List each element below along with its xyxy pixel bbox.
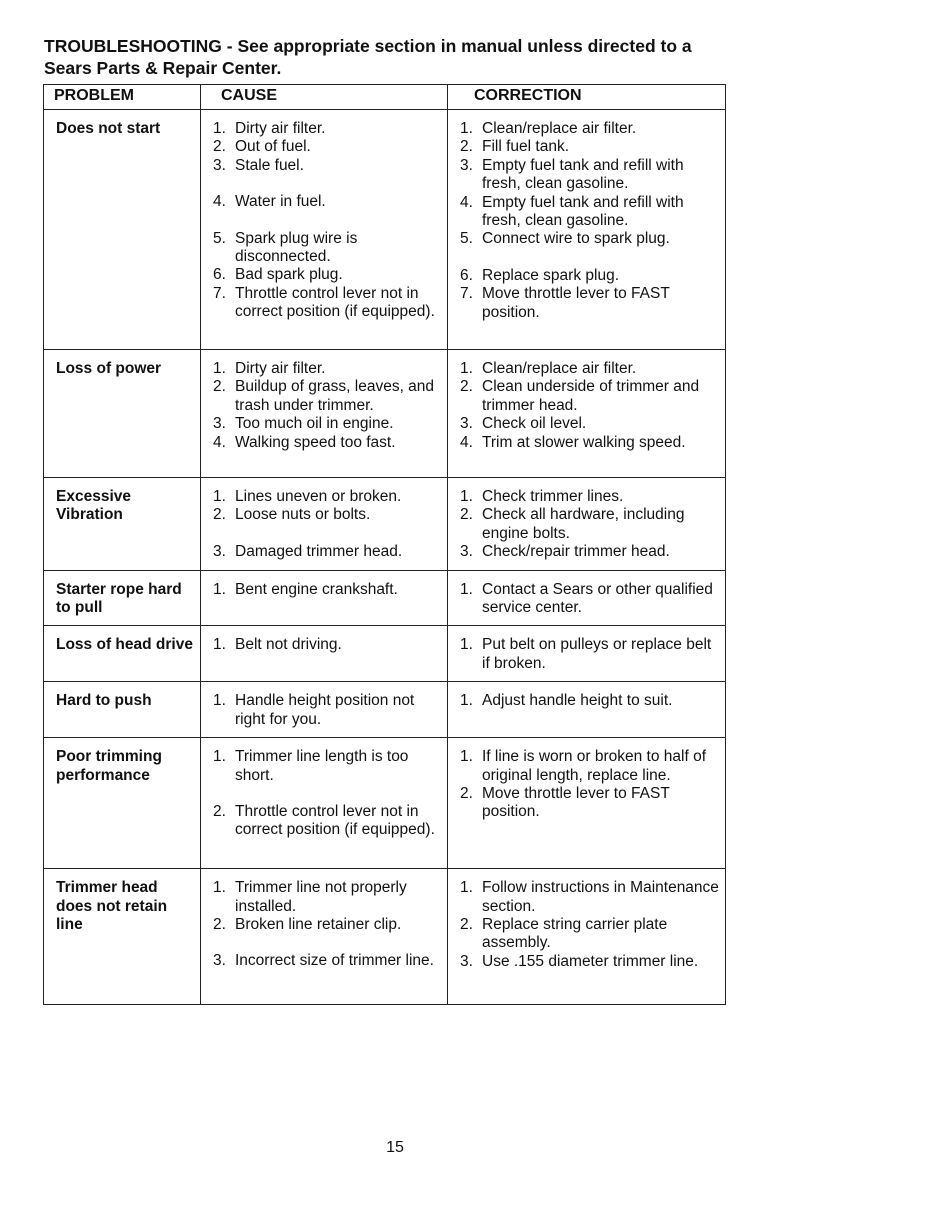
cause-item-number: 2. xyxy=(213,916,226,934)
correction-item-text: Move throttle lever to FAST position. xyxy=(482,785,670,821)
cause-item-text: Broken line retainer clip. xyxy=(235,916,402,934)
correction-item-number: 2. xyxy=(460,916,473,934)
correction-item-number: 1. xyxy=(460,488,473,505)
cause-item-text: Dirty air filter. xyxy=(235,360,326,377)
cause-list-item xyxy=(213,378,443,415)
cause-list-item xyxy=(213,266,443,284)
correction-item-number: 7. xyxy=(460,285,473,303)
list-spacer xyxy=(213,785,443,803)
correction-item-number: 2. xyxy=(460,378,473,396)
correction-list-item xyxy=(460,581,721,618)
correction-item-text: Check/repair trimmer head. xyxy=(482,543,670,561)
correction-list-item xyxy=(460,157,721,194)
cause-list xyxy=(213,748,443,840)
cause-list xyxy=(213,120,443,322)
cause-item-number: 3. xyxy=(213,542,226,560)
table-row xyxy=(44,110,726,350)
cause-item-text: Throttle control lever not in correct position (if equipped). xyxy=(235,284,435,321)
correction-item-text: Contact a Sears or other qualified service center. xyxy=(482,580,713,617)
correction-item-number: 4. xyxy=(460,433,473,451)
cause-cell xyxy=(201,110,448,350)
correction-list-item xyxy=(460,506,721,543)
cause-cell xyxy=(201,478,448,571)
correction-item-text: Replace string carrier plate assembly. xyxy=(482,916,668,952)
correction-list-item xyxy=(460,543,721,561)
problem-cell: Starter rope hard to pull xyxy=(44,570,201,626)
cause-item-text: Damaged trimmer head. xyxy=(235,542,403,560)
list-spacer xyxy=(213,525,443,543)
cause-list-item xyxy=(213,434,443,452)
list-spacer xyxy=(213,212,443,230)
correction-cell xyxy=(448,570,726,626)
cause-item-text: Lines uneven or broken. xyxy=(235,488,402,505)
cause-list-item xyxy=(213,916,443,934)
correction-list-item xyxy=(460,879,721,916)
cause-list-item xyxy=(213,506,443,524)
table-row xyxy=(44,570,726,626)
correction-list xyxy=(460,879,721,971)
correction-item-number: 6. xyxy=(460,266,473,284)
correction-item-number: 1. xyxy=(460,360,473,377)
table-row xyxy=(44,626,726,682)
correction-list-item xyxy=(460,267,721,285)
table-row xyxy=(44,682,726,738)
cause-item-text: Dirty air filter. xyxy=(235,120,326,137)
correction-cell xyxy=(448,110,726,350)
correction-item-text: Follow instructions in Maintenance section. xyxy=(482,879,719,915)
cause-item-text: Bent engine crankshaft. xyxy=(235,580,398,598)
cause-item-text: Too much oil in engine. xyxy=(235,415,394,433)
correction-item-number: 1. xyxy=(460,692,473,710)
correction-list-item xyxy=(460,120,721,138)
cause-item-number: 3. xyxy=(213,952,226,970)
cause-list-item xyxy=(213,879,443,916)
list-spacer xyxy=(460,249,721,267)
list-spacer xyxy=(213,934,443,952)
table-row xyxy=(44,478,726,571)
correction-list xyxy=(460,120,721,322)
correction-item-text: If line is worn or broken to half of original length, replace line. xyxy=(482,748,707,784)
cause-item-number: 2. xyxy=(213,803,226,821)
cause-item-number: 3. xyxy=(213,415,226,433)
correction-list xyxy=(460,692,721,710)
table-row xyxy=(44,738,726,869)
cause-list-item xyxy=(213,193,443,211)
correction-item-text: Check trimmer lines. xyxy=(482,488,624,505)
page-number: 15 xyxy=(386,1139,404,1156)
cause-list xyxy=(213,488,443,561)
table-body xyxy=(44,110,726,1005)
correction-item-number: 1. xyxy=(460,580,473,598)
cause-list-item xyxy=(213,120,443,138)
correction-list xyxy=(460,748,721,822)
correction-list-item xyxy=(460,230,721,248)
cause-item-number: 2. xyxy=(213,378,226,396)
cause-list-item xyxy=(213,581,443,599)
cause-list xyxy=(213,692,443,729)
correction-list-item xyxy=(460,692,721,710)
cause-item-number: 1. xyxy=(213,692,226,710)
cause-item-number: 4. xyxy=(213,193,226,211)
correction-item-text: Empty fuel tank and refill with fresh, clean gasoline. xyxy=(482,156,684,193)
troubleshooting-table xyxy=(43,84,726,1005)
cause-list-item xyxy=(213,543,443,561)
problem-cell: Poor trimming performance xyxy=(44,738,201,869)
correction-item-text: Empty fuel tank and refill with fresh, clean gasoline. xyxy=(482,193,684,230)
cause-item-text: Spark plug wire is disconnected. xyxy=(235,229,358,266)
correction-item-number: 5. xyxy=(460,230,473,248)
correction-item-number: 3. xyxy=(460,543,473,561)
correction-item-text: Adjust handle height to suit. xyxy=(482,692,673,710)
cause-item-number: 4. xyxy=(213,433,226,451)
correction-list-item xyxy=(460,138,721,156)
correction-cell xyxy=(448,869,726,1005)
cause-list-item xyxy=(213,803,443,840)
correction-list-item xyxy=(460,488,721,506)
cause-item-number: 2. xyxy=(213,506,226,524)
cause-item-text: Incorrect size of trimmer line. xyxy=(235,952,434,970)
cause-list-item xyxy=(213,415,443,433)
cause-list-item xyxy=(213,636,443,654)
header-problem: PROBLEM xyxy=(44,85,201,110)
correction-list-item xyxy=(460,194,721,231)
correction-item-number: 1. xyxy=(460,748,473,766)
correction-cell xyxy=(448,478,726,571)
table-row xyxy=(44,350,726,478)
cause-item-number: 6. xyxy=(213,266,226,284)
cause-item-number: 3. xyxy=(213,156,226,174)
correction-list-item xyxy=(460,360,721,378)
correction-list-item xyxy=(460,636,721,673)
correction-item-text: Trim at slower walking speed. xyxy=(482,433,686,451)
table-row xyxy=(44,869,726,1005)
correction-item-text: Clean underside of trimmer and trimmer head. xyxy=(482,378,700,414)
cause-item-text: Stale fuel. xyxy=(235,156,304,174)
correction-item-text: Use .155 diameter trimmer line. xyxy=(482,952,699,970)
correction-item-number: 3. xyxy=(460,952,473,970)
correction-item-number: 1. xyxy=(460,120,473,137)
correction-cell xyxy=(448,350,726,478)
cause-item-text: Belt not driving. xyxy=(235,636,342,654)
cause-item-text: Buildup of grass, leaves, and trash under trimmer. xyxy=(235,378,435,414)
correction-list-item xyxy=(460,916,721,953)
correction-list-item xyxy=(460,953,721,971)
correction-list-item xyxy=(460,285,721,322)
cause-item-number: 7. xyxy=(213,284,226,302)
correction-list xyxy=(460,581,721,618)
cause-item-text: Loose nuts or bolts. xyxy=(235,506,371,524)
cause-item-number: 1. xyxy=(213,636,226,654)
correction-item-text: Replace spark plug. xyxy=(482,266,619,284)
cause-item-number: 1. xyxy=(213,120,226,137)
cause-list xyxy=(213,360,443,452)
cause-list-item xyxy=(213,952,443,970)
cause-list xyxy=(213,636,443,654)
cause-item-text: Trimmer line not properly installed. xyxy=(235,879,407,915)
cause-list-item xyxy=(213,692,443,729)
correction-item-text: Check oil level. xyxy=(482,415,587,433)
cause-cell xyxy=(201,682,448,738)
cause-list xyxy=(213,879,443,971)
cause-item-number: 1. xyxy=(213,748,226,766)
correction-item-number: 2. xyxy=(460,506,473,524)
cause-item-number: 1. xyxy=(213,360,226,377)
problem-cell: Does not start xyxy=(44,110,201,350)
correction-item-number: 3. xyxy=(460,156,473,174)
cause-item-number: 2. xyxy=(213,138,226,156)
cause-item-text: Throttle control lever not in correct position (if equipped). xyxy=(235,803,435,839)
cause-item-text: Out of fuel. xyxy=(235,138,311,156)
correction-cell xyxy=(448,682,726,738)
correction-list-item xyxy=(460,785,721,822)
correction-cell xyxy=(448,626,726,682)
cause-cell xyxy=(201,626,448,682)
cause-list-item xyxy=(213,157,443,175)
correction-item-number: 1. xyxy=(460,879,473,897)
cause-item-text: Walking speed too fast. xyxy=(235,433,396,451)
cause-item-number: 1. xyxy=(213,879,226,897)
cause-list-item xyxy=(213,748,443,785)
cause-list-item xyxy=(213,138,443,156)
correction-list xyxy=(460,488,721,562)
cause-item-number: 1. xyxy=(213,488,226,505)
correction-item-text: Check all hardware, including engine bolts. xyxy=(482,506,685,542)
correction-item-number: 2. xyxy=(460,785,473,803)
problem-cell: Excessive Vibration xyxy=(44,478,201,571)
cause-cell xyxy=(201,350,448,478)
cause-list xyxy=(213,581,443,599)
header-correction: CORRECTION xyxy=(448,85,726,110)
page-title: TROUBLESHOOTING - See appropriate section in manual unless directed to a Sears Parts & Repair Center. xyxy=(44,36,692,78)
correction-list-item xyxy=(460,748,721,785)
correction-item-text: Fill fuel tank. xyxy=(482,138,570,156)
correction-item-text: Clean/replace air filter. xyxy=(482,120,637,137)
header-row xyxy=(44,85,726,110)
correction-item-text: Put belt on pulleys or replace belt if broken. xyxy=(482,636,712,672)
cause-item-text: Bad spark plug. xyxy=(235,266,343,284)
correction-item-number: 3. xyxy=(460,415,473,433)
cause-list-item xyxy=(213,285,443,322)
problem-cell: Loss of power xyxy=(44,350,201,478)
cause-item-text: Water in fuel. xyxy=(235,193,326,211)
correction-list xyxy=(460,636,721,673)
correction-list xyxy=(460,360,721,452)
cause-list-item xyxy=(213,488,443,506)
cause-item-number: 1. xyxy=(213,580,226,598)
correction-list-item xyxy=(460,434,721,452)
cause-list-item xyxy=(213,230,443,267)
header-cause: CAUSE xyxy=(201,85,448,110)
correction-item-number: 4. xyxy=(460,193,473,211)
correction-list-item xyxy=(460,415,721,433)
cause-item-text: Handle height position not right for you. xyxy=(235,692,415,728)
cause-cell xyxy=(201,738,448,869)
correction-item-number: 1. xyxy=(460,636,473,654)
cause-cell xyxy=(201,570,448,626)
cause-list-item xyxy=(213,360,443,378)
correction-cell xyxy=(448,738,726,869)
correction-item-number: 2. xyxy=(460,138,473,156)
problem-cell: Trimmer head does not retain line xyxy=(44,869,201,1005)
correction-item-text: Connect wire to spark plug. xyxy=(482,230,670,248)
list-spacer xyxy=(213,175,443,193)
correction-item-text: Move throttle lever to FAST position. xyxy=(482,285,670,321)
cause-item-number: 5. xyxy=(213,229,226,247)
problem-cell: Loss of head drive xyxy=(44,626,201,682)
problem-cell: Hard to push xyxy=(44,682,201,738)
correction-item-text: Clean/replace air filter. xyxy=(482,360,637,377)
correction-list-item xyxy=(460,378,721,415)
cause-item-text: Trimmer line length is too short. xyxy=(235,748,409,784)
cause-cell xyxy=(201,869,448,1005)
